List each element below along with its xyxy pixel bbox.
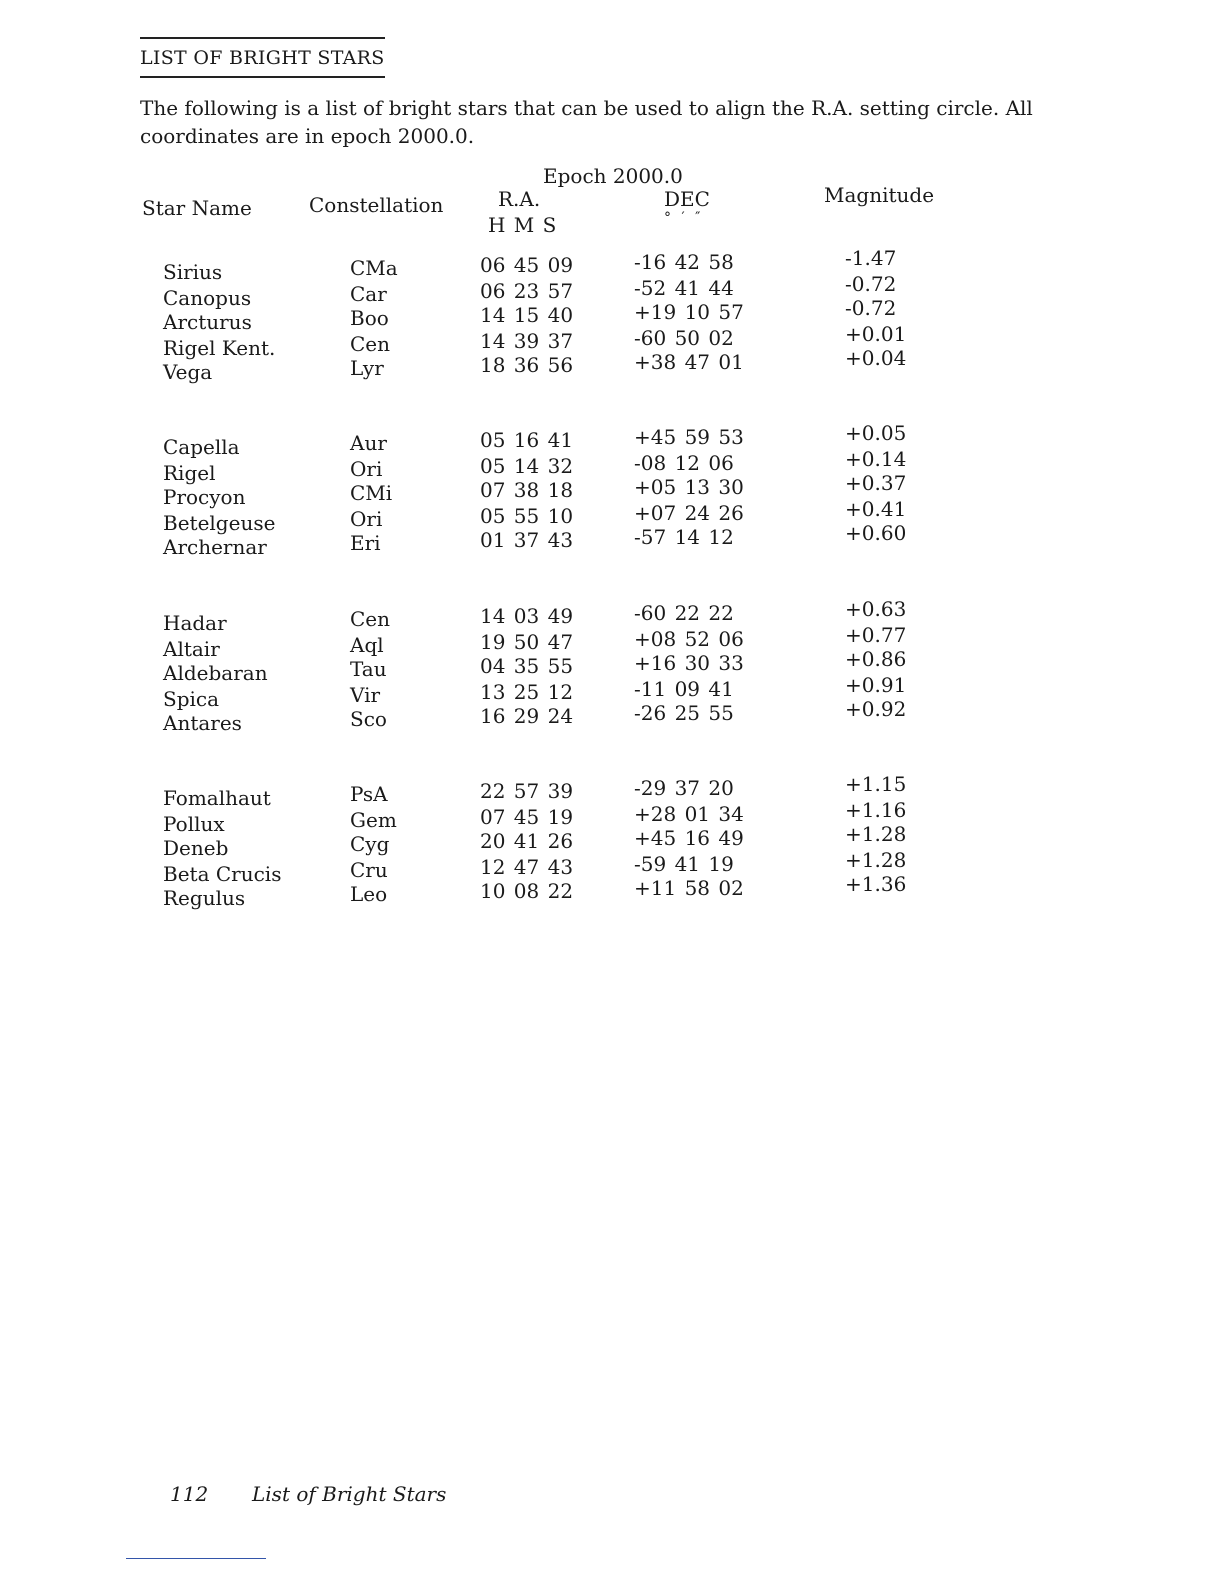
declination: -59 41 19 (634, 851, 734, 876)
star-name: Deneb (163, 836, 229, 860)
declination: -60 22 22 (634, 601, 734, 625)
declination: +05 13 30 (634, 475, 744, 499)
star-name: Regulus (163, 886, 246, 910)
right-ascension: 07 45 19 (480, 804, 574, 829)
constellation-header: Constellation (309, 193, 444, 217)
declination: +45 59 53 (634, 425, 744, 449)
heading-bottom-rule (140, 76, 385, 78)
right-ascension: 01 37 43 (480, 528, 574, 552)
constellation: Gem (350, 807, 397, 832)
star-name: Altair (163, 636, 220, 661)
declination: -11 09 41 (634, 676, 734, 701)
declination: +19 10 57 (634, 300, 744, 324)
intro-paragraph: The following is a list of bright stars that can be used to align the R.A. setting circle. All coordinates are in epoch 2000.0. (140, 96, 1033, 148)
constellation: Ori (350, 456, 383, 481)
declination: -08 12 06 (634, 450, 734, 475)
constellation: Boo (350, 306, 389, 330)
dec-header: DEC (664, 187, 710, 211)
right-ascension: 14 39 37 (480, 328, 574, 353)
ra-header: R.A. (498, 187, 541, 211)
star-name: Rigel (163, 460, 216, 485)
magnitude: +0.04 (845, 346, 907, 370)
magnitude: +0.91 (845, 672, 907, 697)
dec-units-header: ° ′ ″ (664, 210, 704, 226)
constellation: CMi (350, 481, 393, 505)
constellation: Vir (350, 682, 381, 707)
magnitude: +0.05 (845, 421, 907, 445)
page-heading: LIST OF BRIGHT STARS (140, 47, 385, 69)
constellation: Aur (350, 431, 387, 455)
magnitude: +1.16 (845, 797, 907, 822)
magnitude: +0.14 (845, 446, 907, 471)
right-ascension: 05 16 41 (480, 428, 574, 452)
declination: +28 01 34 (634, 801, 744, 826)
star-name: Antares (163, 711, 242, 735)
star-name: Beta Crucis (163, 861, 282, 886)
right-ascension: 10 08 22 (480, 879, 574, 903)
declination: +07 24 26 (634, 500, 744, 525)
declination: +45 16 49 (634, 826, 744, 850)
star-name: Vega (163, 360, 213, 384)
right-ascension: 22 57 39 (480, 779, 574, 803)
ra-units-header: H M S (488, 213, 558, 237)
constellation: Tau (350, 657, 387, 681)
epoch-header: Epoch 2000.0 (543, 164, 683, 188)
right-ascension: 18 36 56 (480, 353, 574, 377)
constellation: Car (350, 281, 387, 306)
declination: -52 41 44 (634, 275, 734, 300)
magnitude: +1.15 (845, 772, 907, 796)
magnitude: +0.77 (845, 622, 907, 647)
declination: -26 25 55 (634, 701, 734, 725)
constellation: CMa (350, 256, 398, 280)
star-name: Pollux (163, 811, 225, 836)
magnitude: +0.41 (845, 496, 907, 521)
right-ascension: 13 25 12 (480, 679, 574, 704)
constellation: PsA (350, 782, 388, 806)
magnitude: +0.86 (845, 647, 907, 671)
star-name: Archernar (163, 535, 267, 559)
right-ascension: 05 55 10 (480, 503, 574, 528)
constellation: Cen (350, 331, 391, 356)
star-name: Rigel Kent. (163, 335, 276, 360)
heading-top-rule (140, 37, 385, 39)
right-ascension: 12 47 43 (480, 854, 574, 879)
constellation: Aql (350, 632, 384, 657)
magnitude: +1.28 (845, 822, 907, 846)
magnitude: -0.72 (845, 271, 897, 296)
declination: -16 42 58 (634, 250, 734, 274)
magnitude-header: Magnitude (824, 183, 935, 207)
magnitude: +0.63 (845, 597, 907, 621)
constellation: Sco (350, 707, 387, 731)
magnitude: +0.60 (845, 521, 907, 545)
constellation: Cyg (350, 832, 390, 856)
star-name-header: Star Name (142, 196, 252, 220)
right-ascension: 16 29 24 (480, 704, 574, 728)
declination: +11 58 02 (634, 876, 744, 900)
constellation: Cru (350, 857, 388, 882)
declination: -29 37 20 (634, 776, 734, 800)
constellation: Cen (350, 607, 391, 631)
star-name: Canopus (163, 285, 252, 310)
star-name: Fomalhaut (163, 786, 271, 810)
right-ascension: 14 15 40 (480, 303, 574, 327)
star-name: Hadar (163, 611, 227, 635)
magnitude: +1.36 (845, 872, 907, 896)
star-name: Capella (163, 435, 240, 459)
right-ascension: 19 50 47 (480, 629, 574, 654)
declination: -57 14 12 (634, 525, 734, 549)
magnitude: -0.72 (845, 296, 897, 320)
right-ascension: 06 23 57 (480, 278, 574, 303)
constellation: Lyr (350, 356, 384, 380)
star-name: Betelgeuse (163, 510, 276, 535)
table-row (0, 872, 1224, 910)
star-name: Spica (163, 686, 220, 711)
constellation: Eri (350, 531, 381, 555)
magnitude: -1.47 (845, 246, 897, 270)
footer-section-title: List of Bright Stars (252, 1482, 447, 1506)
declination: +08 52 06 (634, 626, 744, 651)
magnitude: +1.28 (845, 847, 907, 872)
bottom-divider (126, 1558, 266, 1559)
constellation: Ori (350, 506, 383, 531)
star-name: Aldebaran (163, 661, 268, 685)
right-ascension: 05 14 32 (480, 453, 574, 478)
magnitude: +0.37 (845, 471, 907, 495)
magnitude: +0.01 (845, 321, 907, 346)
declination: +38 47 01 (634, 350, 744, 374)
star-name: Procyon (163, 485, 246, 509)
star-name: Arcturus (163, 310, 252, 334)
right-ascension: 06 45 09 (480, 253, 574, 277)
page-number: 112 (170, 1482, 209, 1506)
constellation: Leo (350, 882, 388, 906)
star-name: Sirius (163, 260, 223, 284)
right-ascension: 07 38 18 (480, 478, 574, 502)
right-ascension: 20 41 26 (480, 829, 574, 853)
declination: +16 30 33 (634, 651, 744, 675)
right-ascension: 04 35 55 (480, 654, 574, 678)
magnitude: +0.92 (845, 697, 907, 721)
right-ascension: 14 03 49 (480, 604, 574, 628)
declination: -60 50 02 (634, 325, 734, 350)
